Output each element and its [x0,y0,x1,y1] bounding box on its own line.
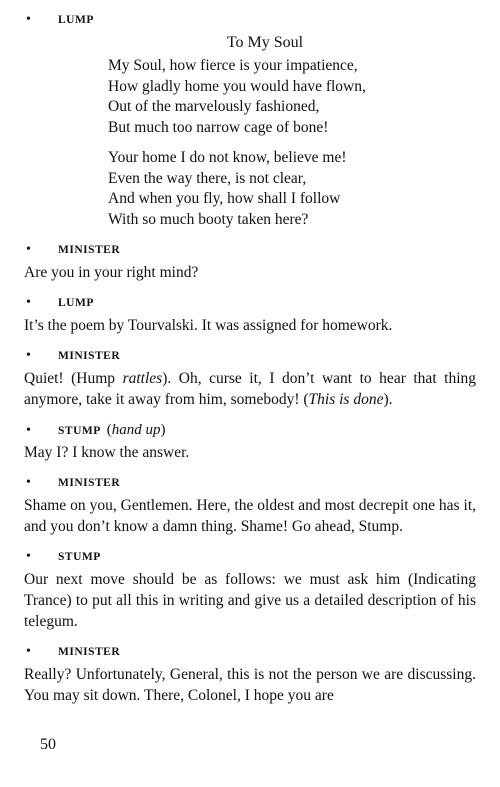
speaker-name: STUMP [58,551,101,563]
dialogue-text [24,368,476,410]
poem-title: To My Soul [226,34,304,51]
stage-direction: hand up [111,422,161,438]
dialogue-text: It’s the poem by Tourvalski. It was assigned for homework. [24,317,393,334]
speaker-heading [24,295,476,315]
speaker-name: MINISTER [58,244,121,256]
dialogue-text: Are you in your right mind? [24,264,199,281]
dialogue-segment: ). [383,391,393,408]
poem-line: Even the way there, is not clear, [108,169,307,187]
bullet: • [26,348,31,363]
dialogue-block [24,422,476,463]
dialogue-segment: ). Oh, curse it, I don’t want to hear that thing anymore, take it away from him, somebody! ( [24,370,477,408]
dialogue-block [24,475,476,537]
dialogue-text: Really? Unfortunately, General, this is not the person we are discussing. You may sit down. There, Colonel, I hope you are [24,666,476,704]
speaker-heading [24,644,476,664]
dialogue-block [24,242,476,283]
speaker-heading [24,242,476,262]
poem-stanza [108,56,476,138]
poem-line: How gladly home you would have flown, [108,77,366,95]
poem-line: But much too narrow cage of bone! [108,118,329,136]
dialogue-text: Shame on you, Gentlemen. Here, the oldest and most decrepit one has it, and you don’t know a damn thing. Shame! Go ahead, Stump. [24,497,476,535]
speaker-name: MINISTER [58,350,121,362]
poem-block [24,12,476,230]
dialogue-text: Our next move should be as follows: we must ask him (Indicating Trance) to put all this in writing and give us a detailed description of his telegum. [24,571,476,630]
dialogue-block [24,348,476,410]
bullet: • [26,12,31,27]
poem-line: My Soul, how fierce is your impatience, [108,57,358,74]
page-number: 50 [40,736,56,753]
speaker-heading [24,348,476,368]
dialogue-text: May I? I know the answer. [24,444,190,461]
speaker-direction: (hand up) [106,422,166,438]
poem-stanza [108,148,476,230]
stage-direction: This is done [308,391,384,408]
speaker-name: STUMP [58,425,101,437]
bullet: • [26,423,31,438]
dialogue-block [24,549,476,632]
speaker-heading [24,475,476,495]
bullet: • [26,475,31,490]
poem-line: Out of the marvelously fashioned, [108,98,320,115]
speaker-name: LUMP [58,297,94,309]
dialogue-segment: Quiet! (Hump [24,370,123,387]
bullet: • [26,242,31,257]
dialogue-block [24,295,476,336]
speaker-name: LUMP [58,14,94,26]
speaker-heading [24,549,476,569]
stage-direction: rattles [122,370,163,387]
page-body [24,12,476,718]
speaker-name: MINISTER [58,646,121,658]
poem-line: With so much booty taken here? [108,210,309,228]
speaker-heading [24,422,476,442]
bullet: • [26,549,31,564]
speaker-heading [24,12,476,32]
poem-line: Your home I do not know, believe me! [108,149,347,166]
speaker-name: MINISTER [58,477,121,489]
poem-line: And when you fly, how shall I follow [108,190,341,207]
bullet: • [26,644,31,659]
dialogue-block [24,644,476,706]
bullet: • [26,295,31,310]
